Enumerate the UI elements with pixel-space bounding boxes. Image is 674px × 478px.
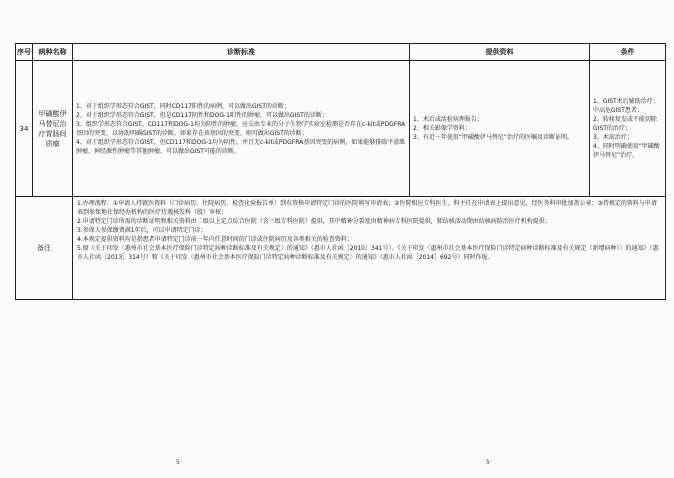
- note-item: 3.参保人参保缴费满1年后，可以申请特定门诊；: [77, 227, 207, 234]
- materials-cell: [410, 61, 590, 197]
- note-item: 2.申请特定门诊所需的诊断证明和相关资料由二级以上定点综合医院（含三级专科医院）提供，其中精神分裂症由精神病专科医院提供，肺结核活动期由结核病防治医疗机构提供；: [77, 218, 551, 225]
- note-row: [16, 197, 666, 300]
- criteria-item: 2、对于组织学形态符合GIST，但是CD117阴性和DOG-1阳性的肿瘤，可以做出GIST的诊断；: [76, 111, 328, 119]
- criteria-item: 3、组织学形态符合GIST、CD117和DOG-1均为阴性的肿瘤，应交由专业的分子生物学实验室检测是否存在c-kit或PDGFRA基因的突变，以协助明确GIST的诊断。如果存在该基因的突变，则可做出GIST的诊断；: [76, 120, 406, 137]
- note-item: 4.本规定提供资料均是指患者申请特定门诊前一年内任意时间的门诊或住院病历及各类相关的检查资料；: [77, 236, 353, 243]
- material-item: 3、有近一年使用“甲磺酸伊马替尼”治疗的医嘱及诊断证明。: [413, 134, 574, 141]
- row-number: 34: [16, 61, 33, 197]
- footer-mark-right: 5·: [486, 459, 492, 466]
- criteria-cell: [73, 61, 410, 197]
- conditions-cell: [590, 61, 666, 197]
- condition-item: 4、同时明确使用“甲磺酸伊马替尼”治疗。: [593, 143, 660, 159]
- note-item: 5.原《关于印发〈惠州市社会基本医疗保险门诊特定病种诊断标准及有关规定〉的通知》（惠市人社函［2010］341号）、《关于印发〈惠州市社会基本医疗保险门诊特定病种诊断标准及有关规定（新增病种）〉的通知》（惠市人社函［2013］314号）和《关于印发〈惠州市社会基本医疗保险门诊特定病种诊断标准及有关规定〉的通知》（惠市人社函［2014］692号）同时作废。: [77, 245, 659, 261]
- note-item: 1.办理流程：①申请人持就医资料（门诊病历、住院病历、检查化验报告单）到有资格申请特定门诊的医院填写申请表；②医院相应专科医生、科主任在申请表上提出意见，经医务科审批加盖公章；③持规定的资料与申请表到参保地社保经办机构的医疗待遇核发科（股）审核；: [77, 200, 657, 216]
- header-materials: 提供资料: [410, 44, 590, 61]
- disease-name: 甲磺酸伊马替尼治疗胃肠间质瘤: [33, 61, 73, 197]
- material-item: 1、术后或活检病理报告；: [413, 116, 483, 123]
- criteria-item: 1、对于组织学形态符合GIST，同时CD117阳性的病例，可以做出GIST的诊断；: [76, 102, 290, 110]
- table-header-row: [16, 44, 666, 61]
- condition-item: 2、转移复发或不能切除GIST的治疗；: [593, 116, 657, 132]
- material-item: 2、相关影像学资料；: [413, 125, 471, 132]
- criteria-item: 4、对于组织学形态符合GIST，但CD117和DOG-1均为阴性，并且无c-kit或PDGFRA基因突变的病例，如果能够排除平滑肌肿瘤、神经源性肿瘤等其他肿瘤，可以做出GIST可能的诊断。: [76, 138, 406, 155]
- note-text: [73, 197, 666, 300]
- table-row: [16, 61, 666, 197]
- condition-item: 1、GIST术后辅助治疗：中高危GIST患者；: [593, 98, 659, 114]
- condition-item: 3、术前治疗；: [593, 134, 633, 141]
- header-conditions: 条件: [590, 44, 666, 61]
- header-disease: 病种名称: [33, 44, 73, 61]
- header-criteria: 诊断标准: [73, 44, 410, 61]
- header-no: 序号: [16, 44, 33, 61]
- footer-mark-left: 5·: [176, 459, 182, 466]
- note-label: 备注: [16, 197, 73, 300]
- criteria-table: [15, 43, 666, 300]
